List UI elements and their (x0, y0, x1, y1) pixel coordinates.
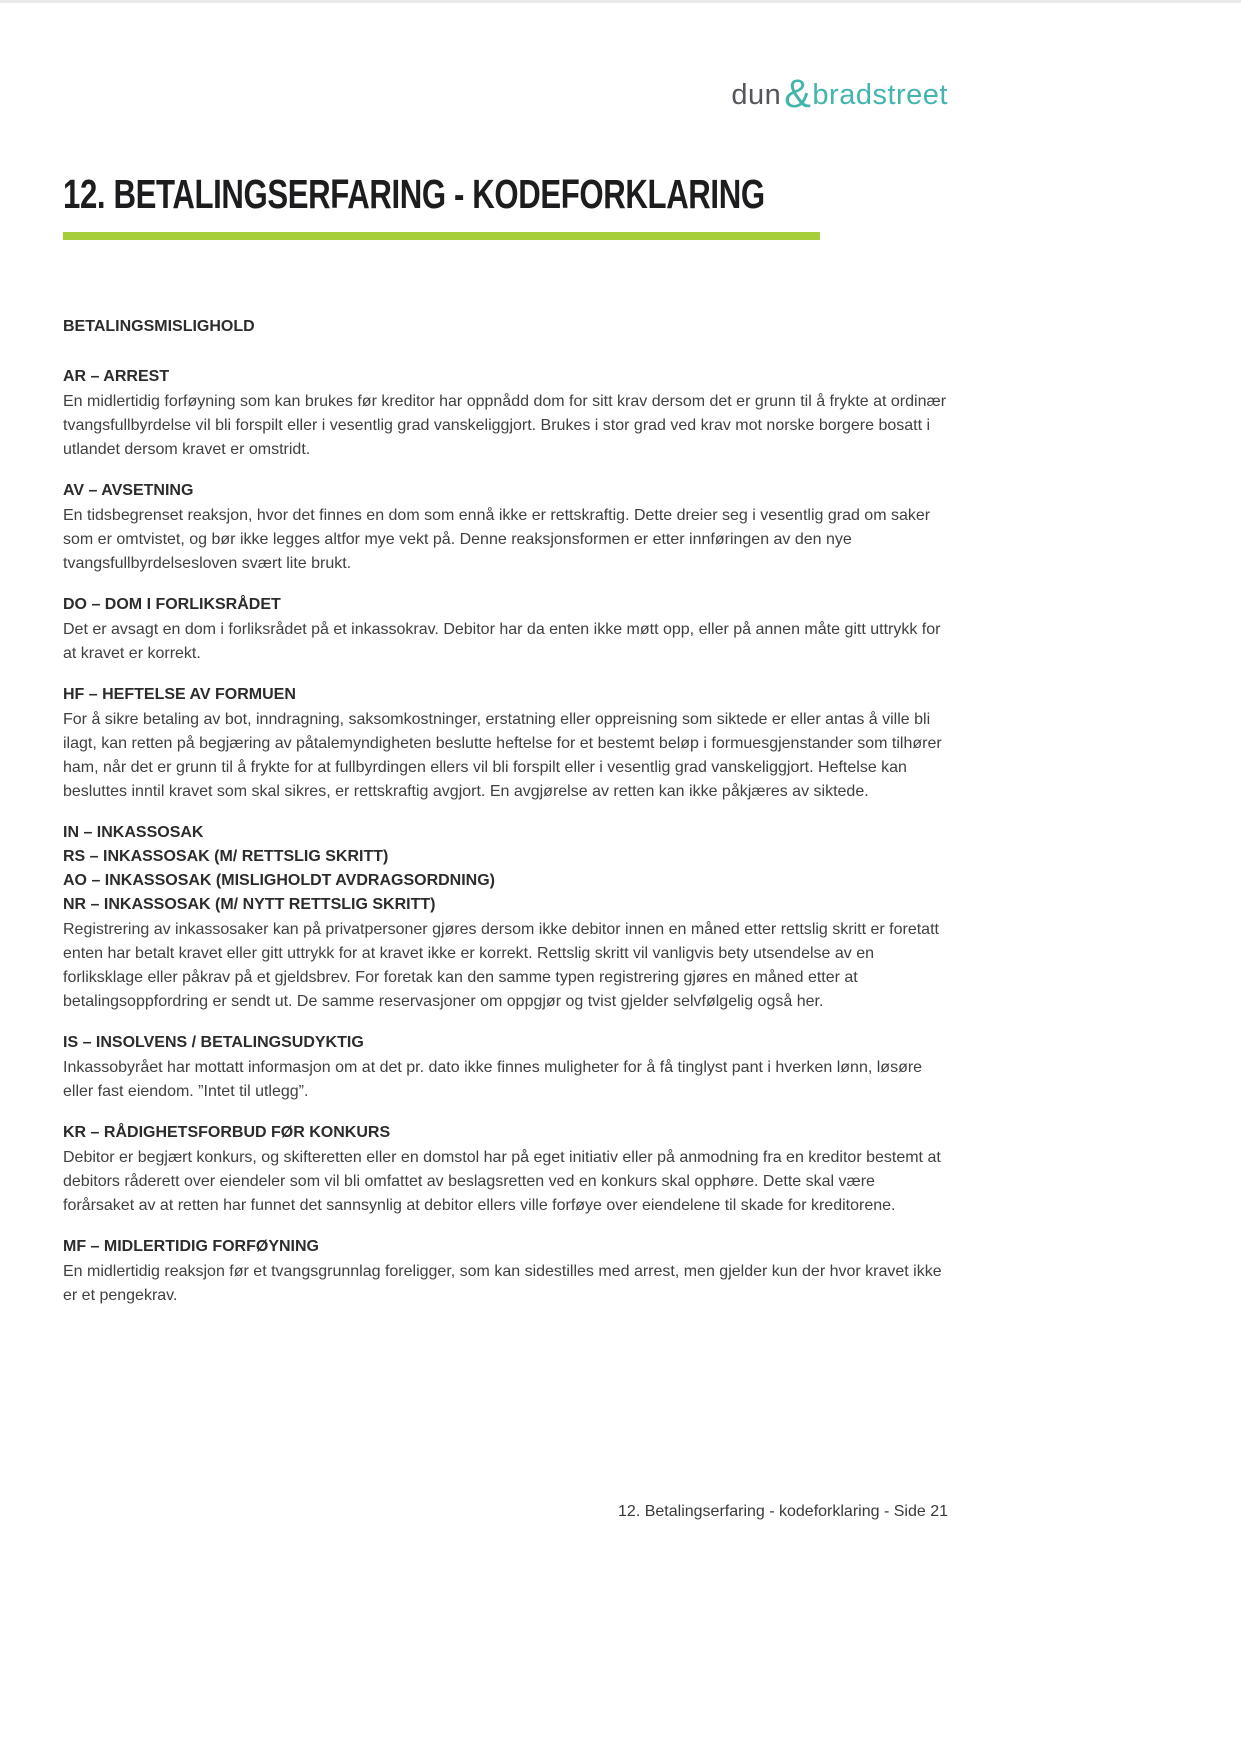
section-heading: BETALINGSMISLIGHOLD (63, 318, 255, 335)
code-entry (63, 479, 949, 576)
code-entry-heading: NR – INKASSOSAK (M/ NYTT RETTSLIG SKRITT) (63, 896, 436, 913)
code-entry-body: En midlertidig forføyning som kan brukes før kreditor har oppnådd dom for sitt krav dersom det er grunn til å frykte at ordinær tvangsfullbyrdelse vil bli forspilt eller i vesentlig grad vanskeliggjort. Brukes i stor grad ved krav mot norske borgere bosatt i utlandet dersom kravet er omstridt. (63, 393, 947, 458)
logo-word-dun: dun (731, 79, 782, 111)
document-content (63, 315, 949, 1325)
code-entry-heading: IN – INKASSOSAK (63, 824, 204, 841)
code-entry (63, 593, 949, 666)
logo-word-bradstreet: bradstreet (812, 79, 948, 111)
code-entry (63, 365, 949, 462)
code-entry (63, 821, 949, 1014)
brand-logo (731, 71, 948, 116)
code-entry-body: For å sikre betaling av bot, inndragning, saksomkostninger, erstatning eller oppreisning som siktede er eller antas å ville bli ilagt, kan retten på begjæring av påtalemyndigheten beslutte heftelse for et bestemt beløp i formuesgjenstander som tilhører ham, når det er grunn til å frykte for at fullbyrdingen ellers vil bli forspilt eller i vesentlig grad vanskeliggjort. Heftelse kan besluttes inntil kravet som skal sikres, er rettskraftig avgjort. En avgjørelse av retten kan ikke påkjæres av siktede. (63, 711, 942, 800)
entries-list (63, 365, 949, 1308)
code-entry-heading: IS – INSOLVENS / BETALINGSUDYKTIG (63, 1034, 364, 1051)
code-entry-heading: DO – DOM I FORLIKSRÅDET (63, 596, 281, 613)
title-accent-rule (63, 232, 820, 240)
code-entry-heading: RS – INKASSOSAK (M/ RETTSLIG SKRITT) (63, 848, 389, 865)
page-footer: 12. Betalingserfaring - kodeforklaring - Side 21 (618, 1503, 948, 1520)
logo-ampersand-icon: & (784, 72, 812, 116)
code-entry-body: Inkassobyrået har mottatt informasjon om at det pr. dato ikke finnes muligheter for å få tinglyst pant i hverken lønn, løsøre eller fast eiendom. ”Intet til utlegg”. (63, 1059, 923, 1100)
code-entry-body: Registrering av inkassosaker kan på privatpersoner gjøres dersom ikke debitor innen en måned etter rettslig skritt er foretatt enten har betalt kravet eller gitt uttrykk for at kravet ikke er korrekt. Rettslig skritt vil vanligvis bety utsendelse av en forliksklage eller påkrav på et gjeldsbrev. For foretak kan den samme typen registrering gjøres en måned etter at betalingsoppfordring er sendt ut. De samme reservasjoner om oppgjør og tvist gjelder selvfølgelig også her. (63, 921, 939, 1010)
code-entry-heading: MF – MIDLERTIDIG FORFØYNING (63, 1238, 319, 1255)
code-entry-body: En tidsbegrenset reaksjon, hvor det finnes en dom som ennå ikke er rettskraftig. Dette dreier seg i vesentlig grad om saker som er omtvistet, og bør ikke legges altfor mye vekt på. Denne reaksjonsformen er etter innføringen av den nye tvangsfullbyrdelsesloven svært lite brukt. (63, 507, 931, 572)
code-entry (63, 1235, 949, 1308)
code-entry (63, 683, 949, 804)
code-entry (63, 1031, 949, 1104)
page-title: 12. BETALINGSERFARING - KODEFORKLARING (63, 171, 765, 217)
code-entry-heading: KR – RÅDIGHETSFORBUD FØR KONKURS (63, 1124, 391, 1141)
code-entry-heading: HF – HEFTELSE AV FORMUEN (63, 686, 296, 703)
code-entry-heading: AO – INKASSOSAK (MISLIGHOLDT AVDRAGSORDNING) (63, 872, 496, 889)
code-entry-heading: AR – ARREST (63, 368, 170, 385)
code-entry-body: Debitor er begjært konkurs, og skifteretten eller en domstol har på eget initiativ eller på anmodning fra en kreditor bestemt at debitors råderett over eiendeler som vil bli omfattet av beslagsretten ved en konkurs skal opphøre. Dette skal være forårsaket av at retten har funnet det sannsynlig at debitor ellers ville forføye over eiendelene til skade for kreditorene. (63, 1149, 941, 1214)
code-entry (63, 1121, 949, 1218)
code-entry-body: Det er avsagt en dom i forliksrådet på et inkassokrav. Debitor har da enten ikke møtt opp, eller på annen måte gitt uttrykk for at kravet er korrekt. (63, 621, 941, 662)
code-entry-body: En midlertidig reaksjon før et tvangsgrunnlag foreligger, som kan sidestilles med arrest, men gjelder kun der hvor kravet ikke er et pengekrav. (63, 1263, 942, 1304)
code-entry-heading: AV – AVSETNING (63, 482, 194, 499)
